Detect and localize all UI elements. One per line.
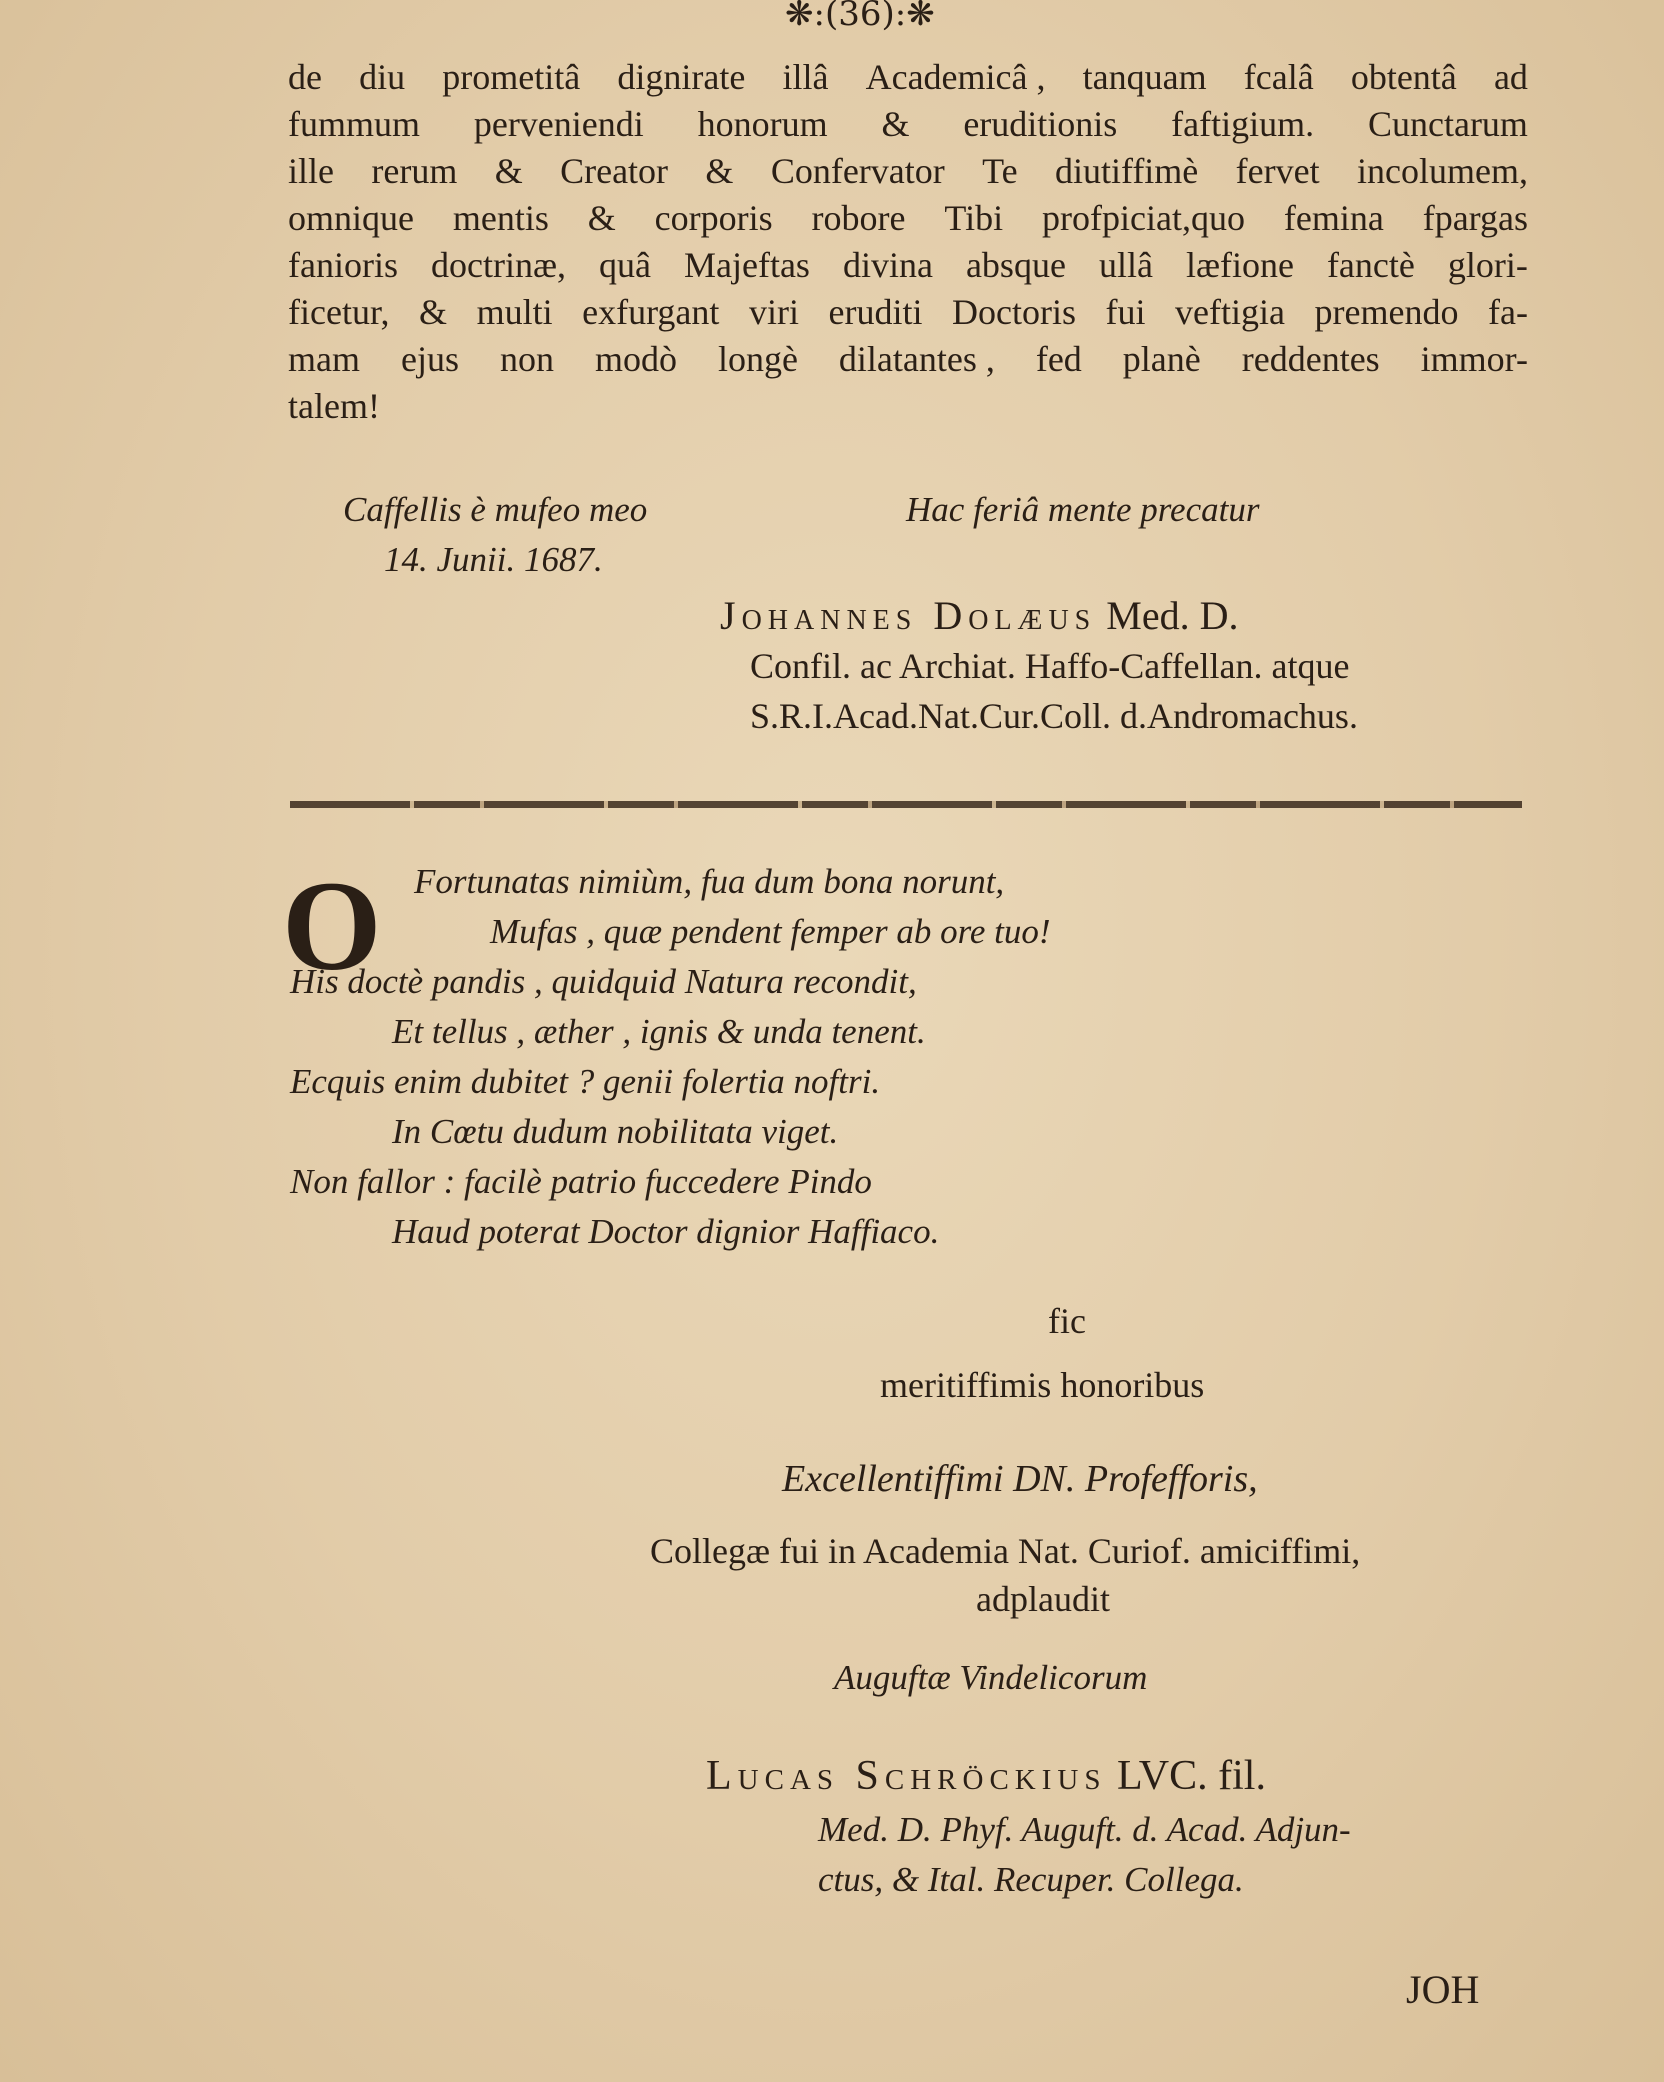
dedication-author-suffix: LVC. fil. — [1116, 1753, 1266, 1799]
dedication-author-office: Med. D. Phyf. Auguft. d. Acad. Adjun- — [818, 1810, 1351, 1849]
prose-word: dilatantes , — [838, 339, 995, 379]
prose-line — [288, 291, 1528, 333]
prose-word: perveniendi — [473, 104, 644, 144]
prose-word: quâ — [598, 245, 651, 285]
prose-word: & — [881, 104, 910, 144]
prose-word: Majeftas — [683, 245, 810, 285]
prose-word: profpiciat,quo — [1042, 198, 1245, 238]
prose-word: Te — [982, 151, 1018, 191]
prose-word: ullâ — [1098, 245, 1153, 285]
prose-word: incolumem, — [1356, 151, 1528, 191]
poem-line: Non fallor : facilè patrio fuccedere Pindo — [290, 1162, 872, 1201]
dedication-author-role: ctus, & Ital. Recuper. Collega. — [818, 1860, 1244, 1899]
prose-word: Creator — [560, 151, 669, 191]
dedication-author-line — [706, 1752, 1266, 1800]
prose-word: faftigium. — [1171, 104, 1315, 144]
prose-word: immor- — [1420, 339, 1528, 379]
poem-line: Ecquis enim dubitet ? genii folertia noftri. — [290, 1062, 881, 1101]
prose-word: læfione — [1185, 245, 1294, 285]
prose-word: absque — [965, 245, 1066, 285]
prose-line — [288, 56, 1528, 98]
prose-word: viri — [748, 292, 799, 332]
prose-word: de — [288, 57, 322, 97]
prose-word: mam — [288, 339, 360, 379]
prose-line — [288, 385, 1528, 427]
prose-word: & — [705, 151, 734, 191]
prose-word: dignirate — [617, 57, 746, 97]
dedication-sic: fic — [1048, 1301, 1086, 1341]
prose-word: & — [587, 198, 616, 238]
prose-line — [288, 150, 1528, 192]
prose-word: modò — [594, 339, 677, 379]
prose-line — [288, 244, 1528, 286]
prose-word: ad — [1493, 57, 1528, 97]
prose-word: omnique — [288, 198, 414, 238]
dedication-adplaudit: adplaudit — [976, 1579, 1110, 1619]
prose-word: honorum — [697, 104, 828, 144]
page-number: ❋:(36):❋ — [785, 0, 935, 34]
poem-line: Haud poterat Doctor dignior Haffiaco. — [392, 1212, 940, 1251]
poem-dropcap: O — [282, 855, 382, 997]
prose-line — [288, 197, 1528, 239]
prose-word: longè — [717, 339, 798, 379]
dedication-collegae: Collegæ fui in Academia Nat. Curiof. amiciffimi, — [650, 1531, 1361, 1571]
prose-word: non — [499, 339, 554, 379]
prose-word: femina — [1283, 198, 1384, 238]
letter-place: Caffellis è mufeo meo — [343, 490, 648, 529]
prose-word: divina — [842, 245, 933, 285]
dedication-excellentissimi: Excellentiffimi DN. Profefforis, — [782, 1458, 1258, 1500]
prose-word: tanquam — [1082, 57, 1207, 97]
prose-word: mentis — [452, 198, 549, 238]
prose-word: fanctè — [1326, 245, 1415, 285]
prose-word: glori- — [1447, 245, 1528, 285]
prose-line — [288, 103, 1528, 145]
prose-word: veftigia — [1175, 292, 1285, 332]
prose-word: doctrinæ, — [430, 245, 566, 285]
poem-line: Et tellus , æther , ignis & unda tenent. — [392, 1012, 926, 1051]
prose-word: talem! — [288, 386, 380, 426]
catchword: JOH — [1406, 1967, 1480, 2012]
prose-word: rerum — [371, 151, 458, 191]
prose-word: fanioris — [288, 245, 398, 285]
prose-word: reddentes — [1241, 339, 1380, 379]
prose-word: Cunctarum — [1367, 104, 1528, 144]
prose-word: multi — [476, 292, 553, 332]
prose-word: fed — [1035, 339, 1082, 379]
letter-closing: Hac feriâ mente precatur — [906, 490, 1260, 529]
prose-word: prometitâ — [442, 57, 581, 97]
prose-word: Confervator — [770, 151, 945, 191]
prose-word: Doctoris — [952, 292, 1076, 332]
letter-author-office: Confil. ac Archiat. Haffo-Caffellan. atque — [750, 646, 1350, 686]
letter-date: 14. Junii. 1687. — [384, 540, 603, 579]
dedication-honoribus: meritiffimis honoribus — [880, 1365, 1205, 1405]
prose-word: fcalâ — [1243, 57, 1314, 97]
poem-line: Fortunatas nimiùm, fua dum bona norunt, — [414, 862, 1005, 901]
prose-word: & — [494, 151, 523, 191]
poem-line: In Cœtu dudum nobilitata viget. — [392, 1112, 839, 1151]
letter-author-academy: S.R.I.Acad.Nat.Cur.Coll. d.Andromachus. — [750, 696, 1358, 736]
prose-word: premendo — [1314, 292, 1459, 332]
prose-word: planè — [1122, 339, 1201, 379]
dedication-author-name: Lucas Schröckius — [706, 1753, 1107, 1799]
prose-word: ejus — [400, 339, 459, 379]
prose-word: fpargas — [1422, 198, 1528, 238]
prose-word: Academicâ , — [865, 57, 1046, 97]
prose-word: illâ — [782, 57, 829, 97]
prose-word: fervet — [1235, 151, 1320, 191]
prose-line — [288, 338, 1528, 380]
prose-word: ille — [288, 151, 334, 191]
prose-word: & — [419, 292, 448, 332]
prose-word: robore — [811, 198, 906, 238]
prose-word: eruditi — [828, 292, 923, 332]
prose-word: Tibi — [944, 198, 1004, 238]
prose-word: diutiffimè — [1054, 151, 1199, 191]
prose-word: fa- — [1488, 292, 1528, 332]
letter-author-name: Johannes Dolæus — [720, 593, 1097, 638]
letter-author-title: Med. D. — [1106, 593, 1239, 638]
letter-author-line — [720, 592, 1238, 639]
prose-word: ficetur, — [288, 292, 390, 332]
dedication-place: Auguftæ Vindelicorum — [834, 1658, 1148, 1697]
poem-line: Mufas , quæ pendent femper ab ore tuo! — [490, 912, 1051, 951]
prose-word: exfurgant — [582, 292, 720, 332]
prose-word: diu — [359, 57, 406, 97]
prose-word: eruditionis — [963, 104, 1118, 144]
prose-word: corporis — [654, 198, 773, 238]
prose-word: obtentâ — [1350, 57, 1457, 97]
prose-word: fui — [1105, 292, 1146, 332]
section-divider — [290, 801, 1522, 808]
poem-line: His doctè pandis , quidquid Natura recondit, — [290, 962, 917, 1001]
prose-word: fummum — [288, 104, 420, 144]
